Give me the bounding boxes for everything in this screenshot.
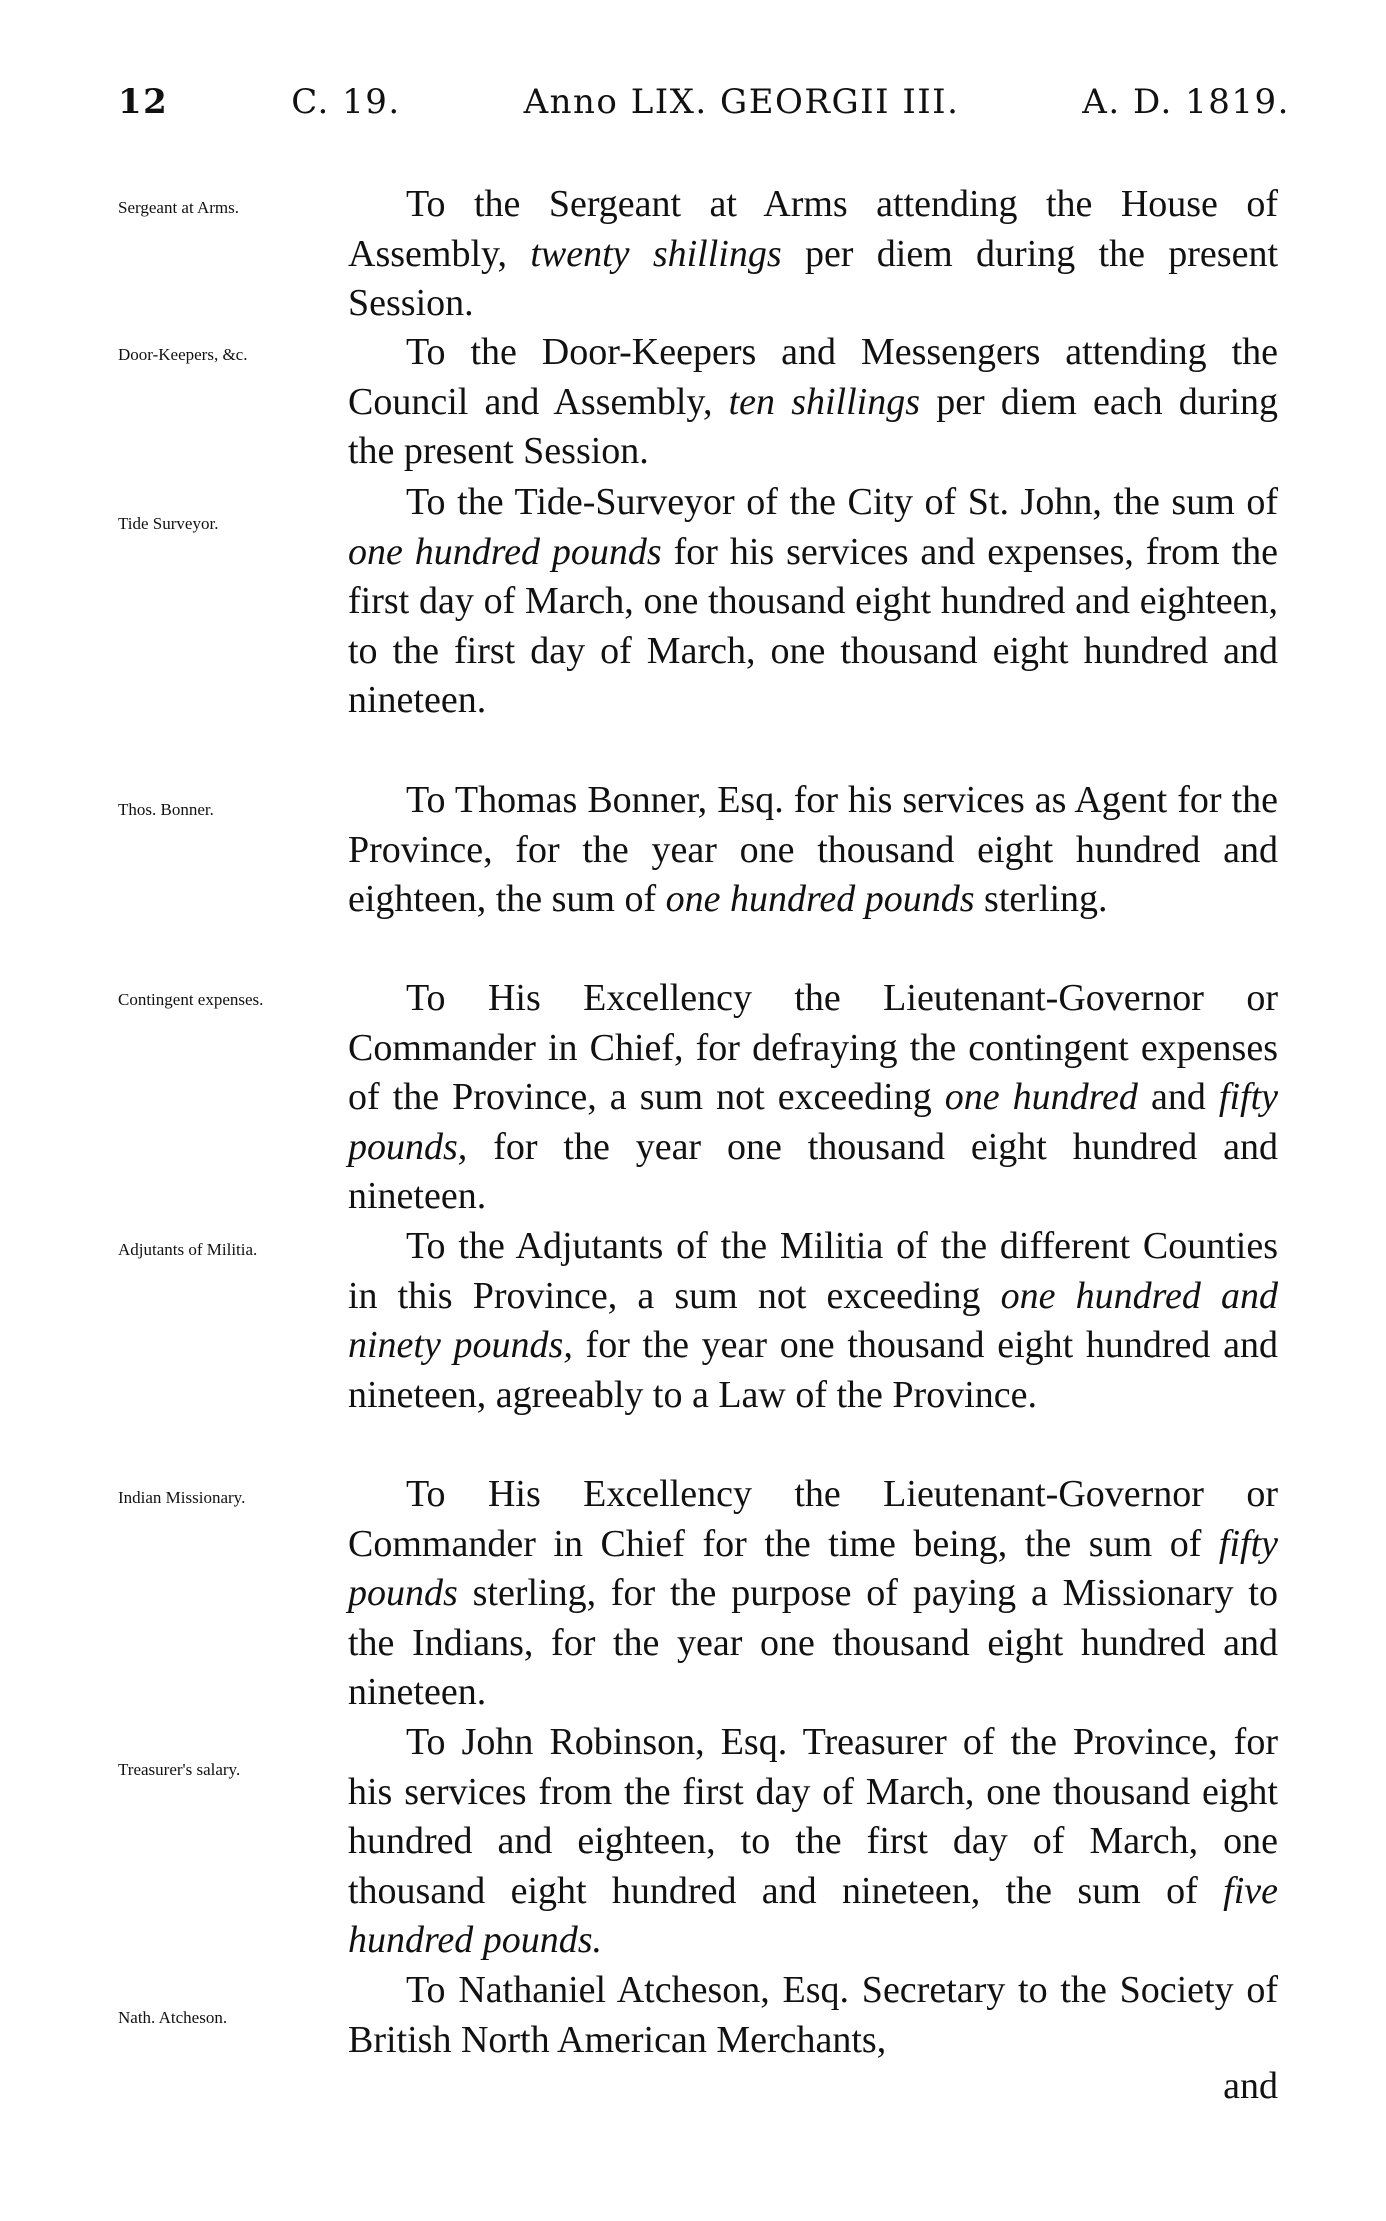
entry-body: To His Excellency the Lieutenant-Governor or Commander in Chief, for defraying the contingent expenses of the Province, a sum not exceeding one hundred and fifty pounds, for the year one thousand eight hundred and nineteen. [348,977,1278,1217]
marginal-note: Adjutants of Militia. [118,1240,258,1259]
marginal-note: Indian Missionary. [118,1488,246,1507]
marginal-note: Sergeant at Arms. [118,198,240,217]
year-label: A. D. 1819. [1082,82,1290,122]
marginal-note: Contingent expenses. [118,990,264,1009]
entry-body: To Nathaniel Atcheson, Esq. Secretary to the Society of British North American Merchants, [348,1969,1278,2061]
marginal-note: Tide Surveyor. [118,514,219,533]
chapter-number: C. 19. [291,82,401,122]
running-title: Anno LIX. GEORGII III. [523,82,960,122]
entry-body: To the Door-Keepers and Messengers attending the Council and Assembly, ten shillings per diem each during the present Session. [348,331,1278,472]
running-header [118,82,1290,122]
marginal-note: Thos. Bonner. [118,800,214,819]
catchword: and [1223,2065,1278,2107]
marginal-note: Treasurer's salary. [118,1760,241,1779]
entry-body: To His Excellency the Lieutenant-Governor or Commander in Chief for the time being, the sum of fifty pounds sterling, for the purpose of paying a Missionary to the Indians, for the year one thousand eight hundred and nineteen. [348,1473,1278,1713]
entry-body: To the Tide-Surveyor of the City of St. John, the sum of one hundred pounds for his services and expenses, from the first day of March, one thousand eight hundred and eighteen, to the first day of March, one thousand eight hundred and nineteen. [348,481,1278,721]
entry-body: To Thomas Bonner, Esq. for his services as Agent for the Province, for the year one thousand eight hundred and eighteen, the sum of one hundred pounds sterling. [348,779,1278,920]
entry-body: To John Robinson, Esq. Treasurer of the Province, for his services from the first day of March, one thousand eight hundred and eighteen, to the first day of March, one thousand eight hundred and nineteen, the sum of five hundred pounds. [348,1721,1278,1961]
entry-body: To the Sergeant at Arms attending the House of Assembly, twenty shillings per diem during the present Session. [348,183,1278,324]
marginal-note: Door-Keepers, &c. [118,345,248,364]
entry-body: To the Adjutants of the Militia of the different Counties in this Province, a sum not exceeding one hundred and ninety pounds, for the year one thousand eight hundred and nineteen, agreeably to a Law of the Province. [348,1225,1278,1416]
marginal-note: Nath. Atcheson. [118,2008,228,2027]
page-number: 12 [118,82,169,122]
